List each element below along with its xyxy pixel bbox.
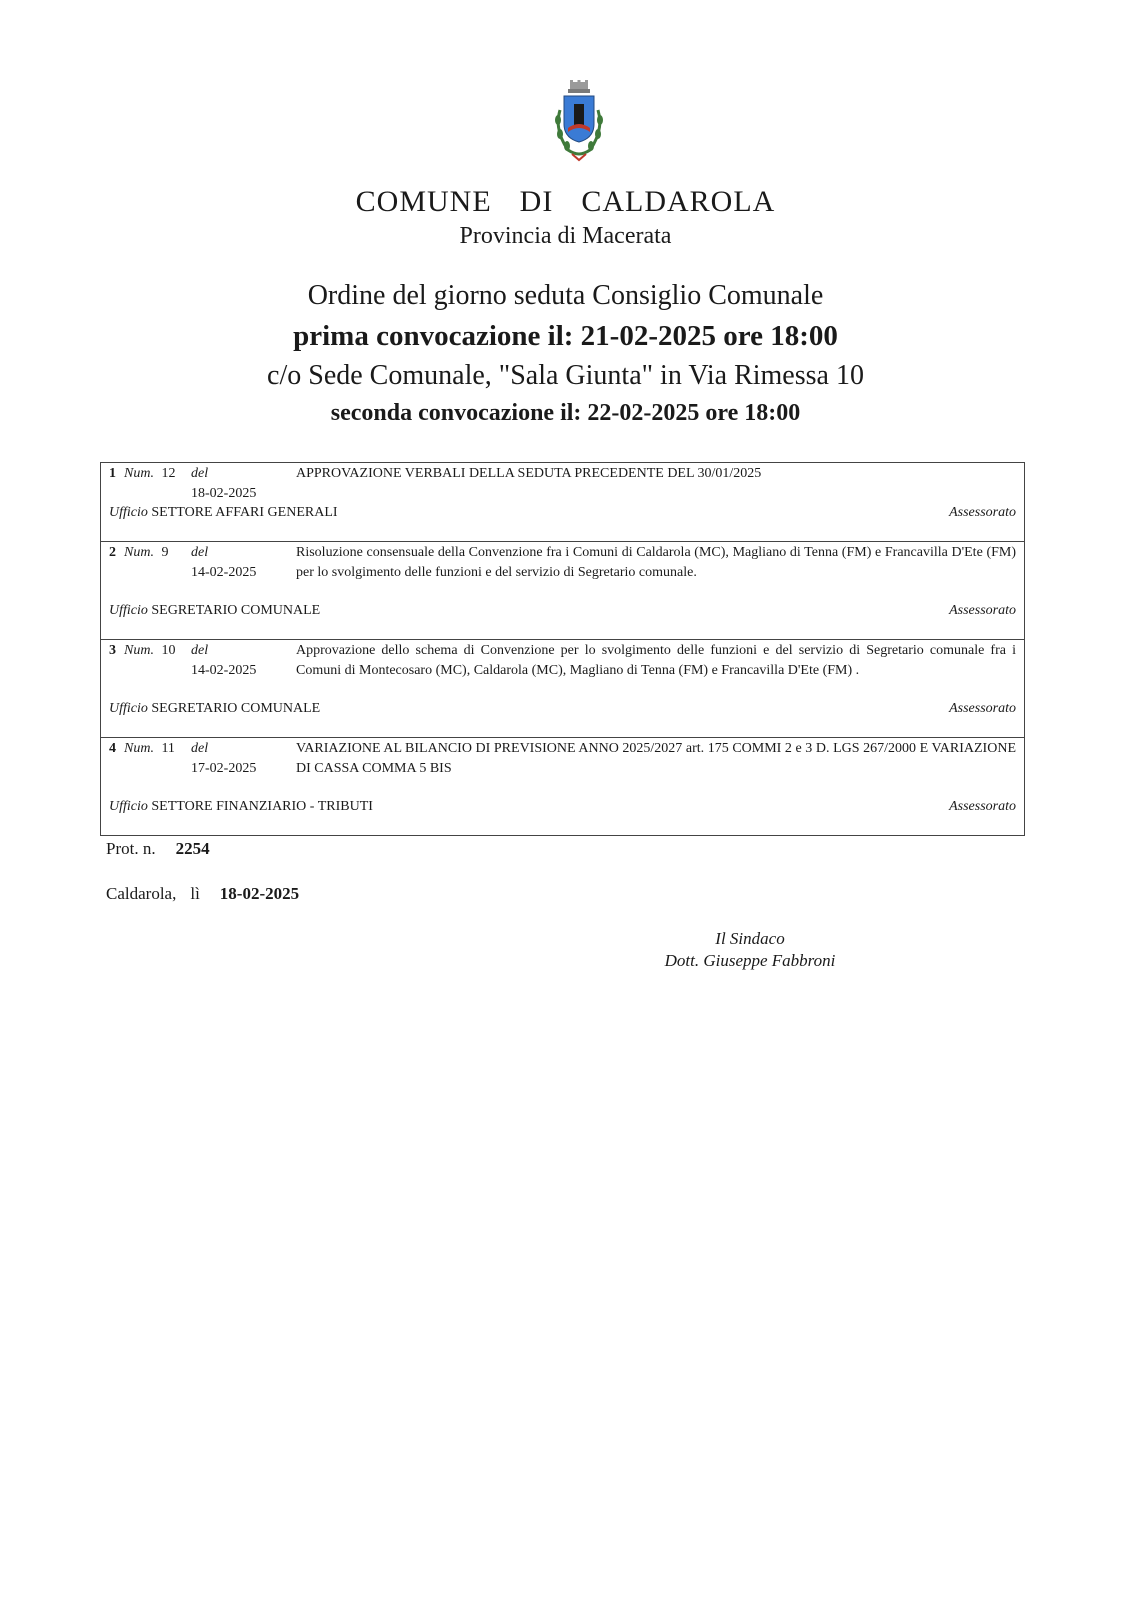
agenda-item — [101, 541, 1024, 639]
assessorato-label: Assessorato — [949, 505, 1016, 520]
num-label: Num. — [124, 545, 154, 560]
delibera-date: 18-02-2025 — [191, 486, 257, 501]
del-label: del — [191, 466, 209, 481]
sede: c/o Sede Comunale, "Sala Giunta" in Via Rimessa 10 — [267, 360, 864, 391]
signature-name: Dott. Giuseppe Fabbroni — [664, 951, 836, 970]
protocol-number: Prot. n. 2254 — [106, 839, 210, 858]
ufficio-name: SETTORE FINANZIARIO - TRIBUTI — [151, 799, 373, 814]
item-subject: APPROVAZIONE VERBALI DELLA SEDUTA PRECEDENTE DEL 30/01/2025 — [296, 466, 762, 481]
agenda-item — [101, 639, 1024, 737]
ufficio-label: Ufficio — [109, 701, 148, 716]
item-number: 2 — [109, 545, 116, 560]
delibera-date: 14-02-2025 — [191, 565, 257, 580]
ufficio-name: SETTORE AFFARI GENERALI — [151, 505, 338, 520]
ufficio-label: Ufficio — [109, 603, 148, 618]
item-subject: Approvazione dello schema di Convenzione per lo svolgimento delle funzioni e del servizio di Segretario comunale fra i Comuni di Montecosaro (MC), Caldarola (MC), Magliano di Tenna (FM) e Francavilla D'Ete (FM) . — [296, 643, 1016, 678]
signature-title: Il Sindaco — [715, 929, 785, 948]
delibera-number: 10 — [161, 643, 176, 658]
agenda-item — [101, 463, 1024, 541]
prima-convocazione: prima convocazione il: 21-02-2025 ore 18:00 — [293, 320, 838, 352]
agenda-table — [100, 462, 1025, 836]
del-label: del — [191, 741, 209, 756]
num-label: Num. — [124, 466, 154, 481]
del-label: del — [191, 545, 209, 560]
ufficio-label: Ufficio — [109, 505, 148, 520]
assessorato-label: Assessorato — [949, 799, 1016, 814]
ufficio-name: SEGRETARIO COMUNALE — [151, 701, 321, 716]
num-label: Num. — [124, 741, 154, 756]
delibera-number: 9 — [161, 545, 169, 560]
municipal-coat-of-arms-icon — [548, 80, 610, 162]
assessorato-label: Assessorato — [949, 603, 1016, 618]
item-subject: VARIAZIONE AL BILANCIO DI PREVISIONE ANNO 2025/2027 art. 175 COMMI 2 e 3 D. LGS 267/2000 E VARIAZIONE DI CASSA COMMA 5 BIS — [296, 741, 1016, 776]
delibera-date: 14-02-2025 — [191, 663, 257, 678]
document-title: Ordine del giorno seduta Consiglio Comunale — [307, 280, 824, 311]
item-number: 4 — [109, 741, 116, 756]
num-label: Num. — [124, 643, 154, 658]
item-number: 3 — [109, 643, 116, 658]
delibera-number: 12 — [161, 466, 176, 481]
comune-name: COMUNE DI CALDAROLA — [355, 185, 776, 218]
item-number: 1 — [109, 466, 116, 481]
del-label: del — [191, 643, 209, 658]
seconda-convocazione: seconda convocazione il: 22-02-2025 ore 18:00 — [330, 400, 801, 426]
assessorato-label: Assessorato — [949, 701, 1016, 716]
provincia: Provincia di Macerata — [459, 223, 672, 249]
item-subject: Risoluzione consensuale della Convenzione fra i Comuni di Caldarola (MC), Magliano di Tenna (FM) e Francavilla D'Ete (FM) per lo svolgimento delle funzioni e del servizio di Segretario comunale. — [296, 545, 1016, 580]
delibera-number: 11 — [161, 741, 175, 756]
ufficio-label: Ufficio — [109, 799, 148, 814]
ufficio-name: SEGRETARIO COMUNALE — [151, 603, 321, 618]
place-and-date: Caldarola, lì 18-02-2025 — [106, 884, 300, 903]
agenda-item — [101, 737, 1024, 835]
delibera-date: 17-02-2025 — [191, 761, 257, 776]
